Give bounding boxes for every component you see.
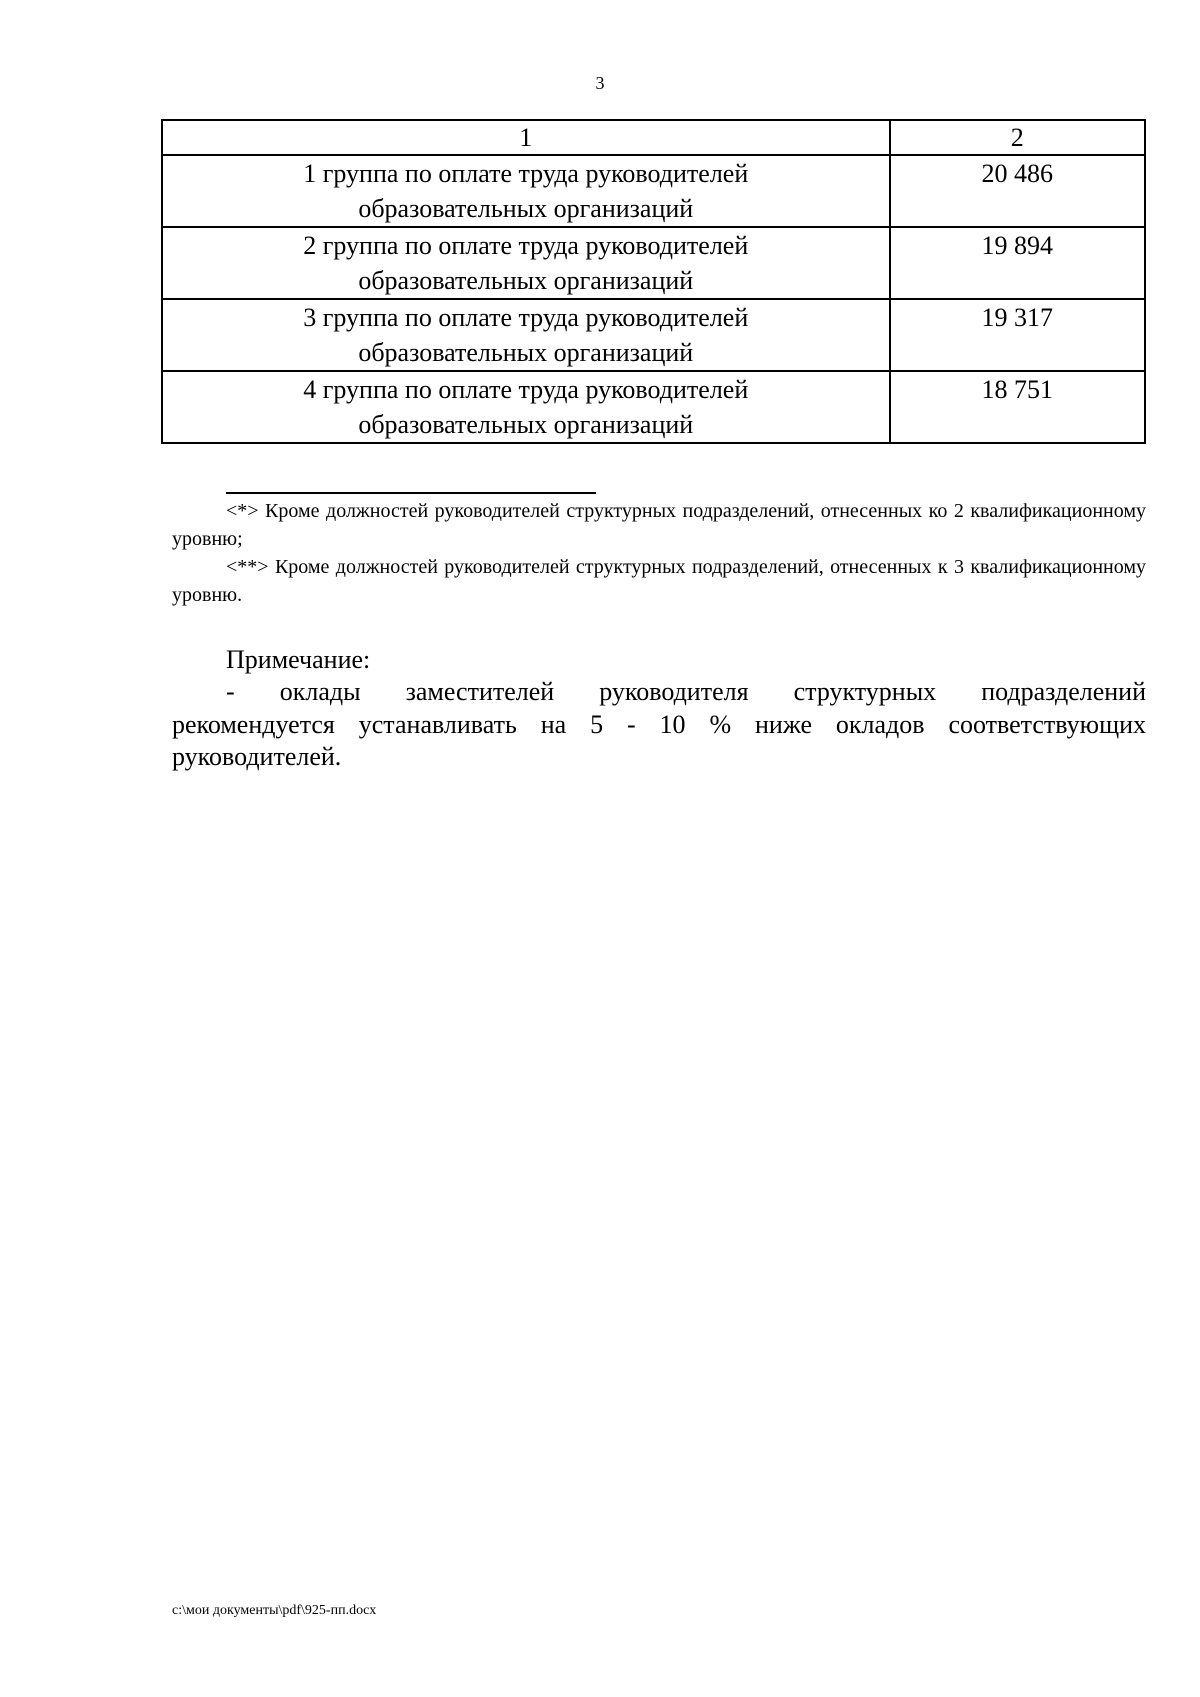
group-name-cell <box>162 155 890 227</box>
column-header-1: 1 <box>162 120 890 155</box>
table-header-row <box>162 120 1145 155</box>
salary-value-cell: 19 894 <box>890 227 1145 299</box>
group-name-line1: 4 группа по оплате труда руководителей <box>303 375 749 404</box>
salary-value-cell: 20 486 <box>890 155 1145 227</box>
group-name-line2: образовательных организаций <box>358 266 694 295</box>
group-name-line2: образовательных организаций <box>358 194 694 223</box>
group-name-line2: образовательных организаций <box>358 338 694 367</box>
table-row <box>162 371 1145 443</box>
note-heading: Примечание: <box>226 645 371 674</box>
salary-value-cell: 18 751 <box>890 371 1145 443</box>
group-name-line1: 3 группа по оплате труда руководителей <box>303 303 749 332</box>
file-path-footer: c:\мои документы\pdf\925-пп.docx <box>172 1603 377 1618</box>
note-text: - оклады заместителей руководителя структурных подразделений рекомендуется устанавливать на 5 - 10 % ниже окладов соответствующих руководителей. <box>172 677 1146 771</box>
group-name-line2: образовательных организаций <box>358 410 694 439</box>
column-header-2: 2 <box>890 120 1145 155</box>
salary-table <box>161 119 1146 444</box>
salary-value-cell: 19 317 <box>890 299 1145 371</box>
page-number: 3 <box>595 73 605 93</box>
table-row <box>162 299 1145 371</box>
footnote-separator <box>226 492 596 494</box>
group-name-cell <box>162 299 890 371</box>
footnote-1: <*> Кроме должностей руководителей структурных подразделений, отнесенных ко 2 квалификационному уровню; <box>172 500 1146 550</box>
group-name-line1: 1 группа по оплате труда руководителей <box>303 159 749 188</box>
table-row <box>162 227 1145 299</box>
group-name-cell <box>162 227 890 299</box>
table-row <box>162 155 1145 227</box>
group-name-line1: 2 группа по оплате труда руководителей <box>303 231 749 260</box>
footnote-2: <**> Кроме должностей руководителей структурных подразделений, отнесенных к 3 квалификационному уровню. <box>172 556 1146 606</box>
group-name-cell <box>162 371 890 443</box>
